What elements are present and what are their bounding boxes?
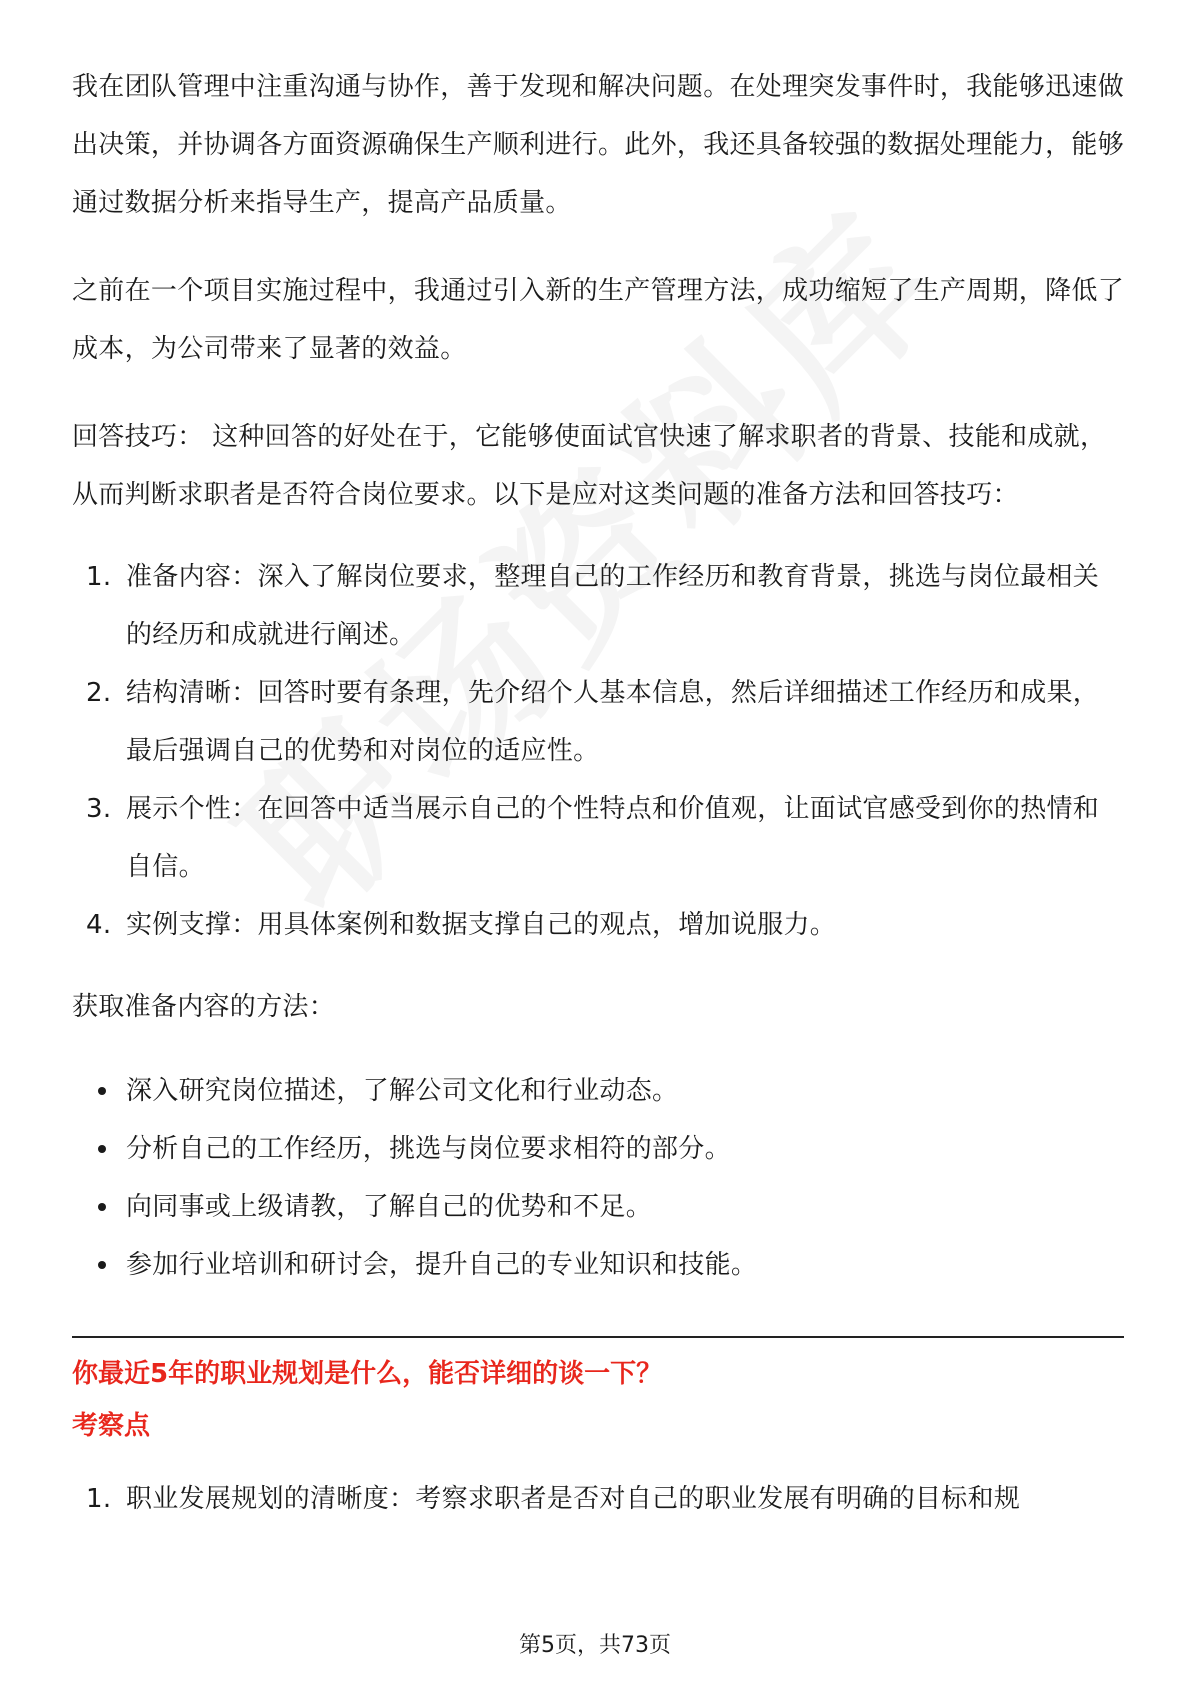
list-item-text: 职业发展规划的清晰度：考察求职者是否对自己的职业发展有明确的目标和规	[126, 1484, 1021, 1514]
check-points-list	[72, 1470, 1124, 1528]
paragraph-answer-tips: 回答技巧： 这种回答的好处在于，它能够使面试官快速了解求职者的背景、技能和成就，从而判断求职者是否符合岗位要求。以下是应对这类问题的准备方法和回答技巧：	[72, 422, 1107, 510]
list-item-text: 准备内容：深入了解岗位要求，整理自己的工作经历和教育背景，挑选与岗位最相关的经历和成就进行阐述。	[126, 562, 1100, 650]
list-item	[72, 1120, 1124, 1178]
methods-heading: 获取准备内容的方法：	[72, 992, 336, 1022]
list-item	[72, 1062, 1124, 1120]
bullet-icon	[98, 1203, 106, 1211]
list-item-text: 展示个性：在回答中适当展示自己的个性特点和价值观，让面试官感受到你的热情和自信。	[126, 794, 1100, 882]
page-number: 第5页，共73页	[519, 1633, 671, 1658]
list-number: 2.	[86, 678, 112, 708]
list-item	[72, 1236, 1124, 1294]
bullet-icon	[98, 1145, 106, 1153]
bullet-icon	[98, 1261, 106, 1269]
list-item-text: 向同事或上级请教，了解自己的优势和不足。	[126, 1192, 653, 1222]
list-item-text: 实例支撑：用具体案例和数据支撑自己的观点，增加说服力。	[126, 910, 837, 940]
list-number: 1.	[86, 562, 112, 592]
list-item	[72, 1178, 1124, 1236]
list-item	[72, 664, 1124, 780]
section-subheading: 考察点	[72, 1411, 151, 1441]
list-item	[72, 896, 1124, 954]
list-number: 3.	[86, 794, 112, 824]
list-item	[72, 548, 1124, 664]
list-item-text: 结构清晰：回答时要有条理，先介绍个人基本信息，然后详细描述工作经历和成果，最后强调自己的优势和对岗位的适应性。	[126, 678, 1100, 766]
bullet-icon	[98, 1087, 106, 1095]
tips-list	[72, 548, 1124, 954]
methods-list	[72, 1062, 1124, 1294]
list-item-text: 参加行业培训和研讨会，提升自己的专业知识和技能。	[126, 1250, 758, 1280]
list-number: 4.	[86, 910, 112, 940]
list-number: 1.	[86, 1484, 112, 1514]
question-heading: 你最近5年的职业规划是什么，能否详细的谈一下？	[72, 1359, 663, 1389]
list-item	[72, 780, 1124, 896]
page-content	[72, 58, 1124, 1528]
paragraph-project-example: 之前在一个项目实施过程中，我通过引入新的生产管理方法，成功缩短了生产周期，降低了成本，为公司带来了显著的效益。	[72, 276, 1125, 364]
list-item-text: 深入研究岗位描述，了解公司文化和行业动态。	[126, 1076, 679, 1106]
paragraph-team-management: 我在团队管理中注重沟通与协作，善于发现和解决问题。在处理突发事件时，我能够迅速做出决策，并协调各方面资源确保生产顺利进行。此外，我还具备较强的数据处理能力，能够通过数据分析来指导生产，提高产品质量。	[72, 72, 1125, 218]
list-item	[72, 1470, 1124, 1528]
list-item-text: 分析自己的工作经历，挑选与岗位要求相符的部分。	[126, 1134, 731, 1164]
